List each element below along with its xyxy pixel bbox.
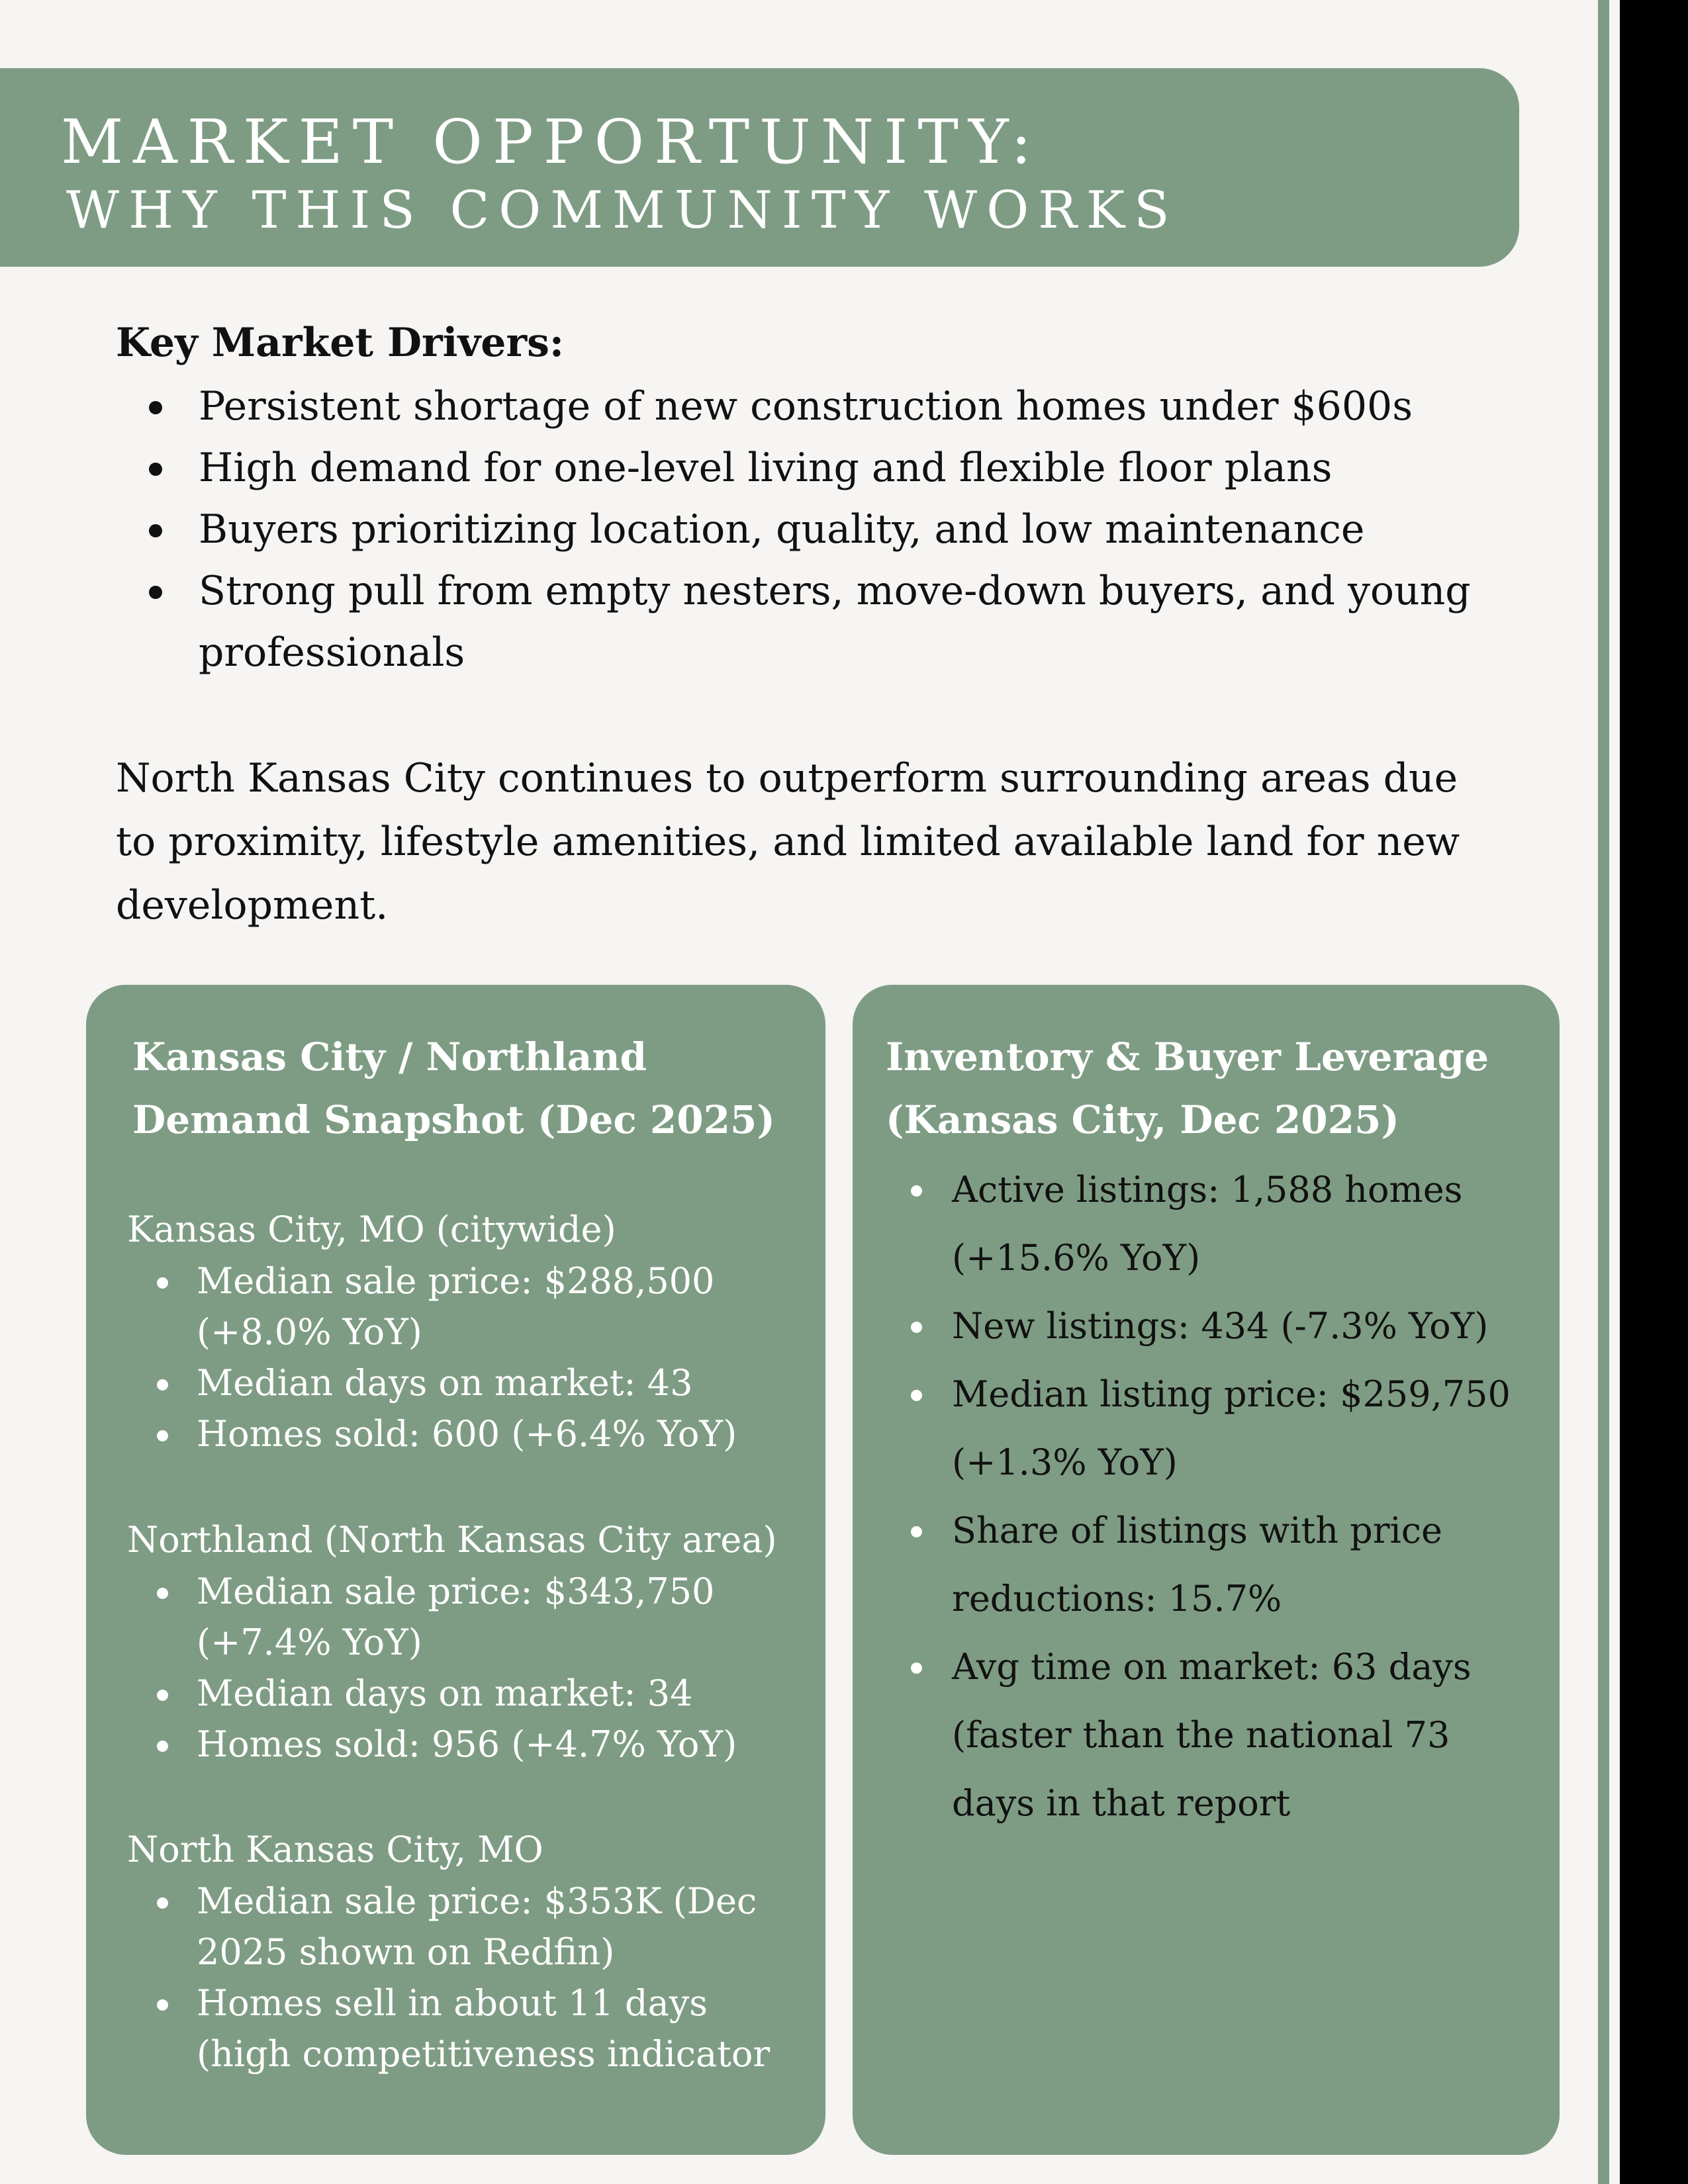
list-item-text: Buyers prioritizing location, quality, and low maintenance [199, 506, 1365, 553]
list-item-text: Active listings: 1,588 homes (+15.6% YoY) [952, 1169, 1463, 1279]
list-item-text: New listings: 434 (-7.3% YoY) [952, 1305, 1489, 1347]
section-heading: Kansas City, MO (citywide) [127, 1208, 616, 1250]
bullet-icon [911, 1185, 922, 1197]
list-item [157, 1255, 809, 1357]
list-item [157, 1408, 809, 1459]
section-heading: Northland (North Kansas City area) [127, 1519, 777, 1561]
list-item-text: Persistent shortage of new construction homes under $600s [199, 383, 1413, 430]
section-list [157, 1566, 809, 1770]
bullet-icon [149, 524, 162, 537]
bullet-icon [911, 1662, 922, 1674]
bullet-icon [157, 1277, 168, 1289]
list-item [149, 561, 1473, 684]
demand-snapshot-panel [86, 985, 825, 2155]
bullet-icon [157, 1588, 168, 1599]
list-item-text: Median days on market: 43 [197, 1362, 693, 1404]
list-item [149, 376, 1473, 437]
list-item [911, 1496, 1520, 1633]
list-item [911, 1156, 1520, 1292]
drivers-list [149, 376, 1473, 684]
list-item [149, 437, 1473, 499]
section-list [157, 1876, 809, 2079]
intro-paragraph: North Kansas City continues to outperform surrounding areas due to proximity, lifestyle amenities, and limited available land for new development. [116, 755, 1460, 929]
list-item-text: Median sale price: $288,500 (+8.0% YoY) [197, 1260, 715, 1353]
panel-title-line: Kansas City / Northland [132, 1034, 647, 1079]
list-item-text: Homes sell in about 11 days (high competitiveness indicator [197, 1982, 771, 2075]
section-list [157, 1255, 809, 1459]
list-item [911, 1292, 1520, 1360]
list-item [157, 1978, 809, 2079]
list-item [157, 1876, 809, 1978]
bullet-icon [157, 1379, 168, 1390]
banner-title: MARKET OPPORTUNITY: [61, 107, 1042, 177]
bullet-icon [149, 463, 162, 476]
panel-title [132, 1026, 794, 1152]
bullet-icon [157, 1430, 168, 1441]
right-edge-bar [1620, 0, 1688, 2184]
list-item [911, 1360, 1520, 1496]
list-item-text: High demand for one-level living and flexible floor plans [199, 445, 1333, 491]
header-banner [0, 68, 1519, 267]
bullet-icon [157, 1690, 168, 1701]
bullet-icon [149, 586, 162, 599]
panel-title-line: Demand Snapshot (Dec 2025) [132, 1097, 775, 1142]
list-item-text: Avg time on market: 63 days (faster than the national 73 days in that report [952, 1646, 1472, 1824]
inventory-list [911, 1156, 1520, 1837]
bullet-icon [911, 1390, 922, 1401]
panel-title-line: (Kansas City, Dec 2025) [886, 1097, 1399, 1142]
list-item-text: Strong pull from empty nesters, move-down buyers, and young professionals [199, 568, 1471, 676]
banner-subtitle: WHY THIS COMMUNITY WORKS [66, 181, 1179, 240]
list-item [149, 499, 1473, 561]
list-item-text: Homes sold: 956 (+4.7% YoY) [197, 1723, 737, 1765]
list-item-text: Median listing price: $259,750 (+1.3% YoY) [952, 1373, 1511, 1483]
list-item-text: Share of listings with price reductions: 15.7% [952, 1510, 1442, 1619]
list-item-text: Median days on market: 34 [197, 1672, 693, 1714]
bullet-icon [157, 1741, 168, 1752]
key-market-drivers [116, 310, 1473, 684]
list-item-text: Homes sold: 600 (+6.4% YoY) [197, 1413, 737, 1455]
list-item [157, 1357, 809, 1408]
section-heading: North Kansas City, MO [127, 1829, 543, 1870]
list-item [157, 1719, 809, 1770]
list-item-text: Median sale price: $353K (Dec 2025 shown on Redfin) [197, 1880, 757, 1973]
bullet-icon [157, 1897, 168, 1909]
list-item [911, 1633, 1520, 1837]
bullet-icon [911, 1526, 922, 1537]
section-kansas-city [127, 1204, 809, 1459]
list-item [157, 1566, 809, 1668]
list-item-text: Median sale price: $343,750 (+7.4% YoY) [197, 1570, 715, 1663]
right-accent-stripe [1598, 0, 1609, 2184]
bullet-icon [911, 1322, 922, 1333]
bullet-icon [149, 401, 162, 414]
drivers-heading: Key Market Drivers: [116, 320, 565, 366]
panel-title [886, 1026, 1548, 1152]
panel-title-line: Inventory & Buyer Leverage [886, 1034, 1489, 1079]
section-northland [127, 1514, 809, 1770]
section-north-kansas-city [127, 1824, 809, 2079]
bullet-icon [157, 1999, 168, 2011]
list-item [157, 1668, 809, 1719]
